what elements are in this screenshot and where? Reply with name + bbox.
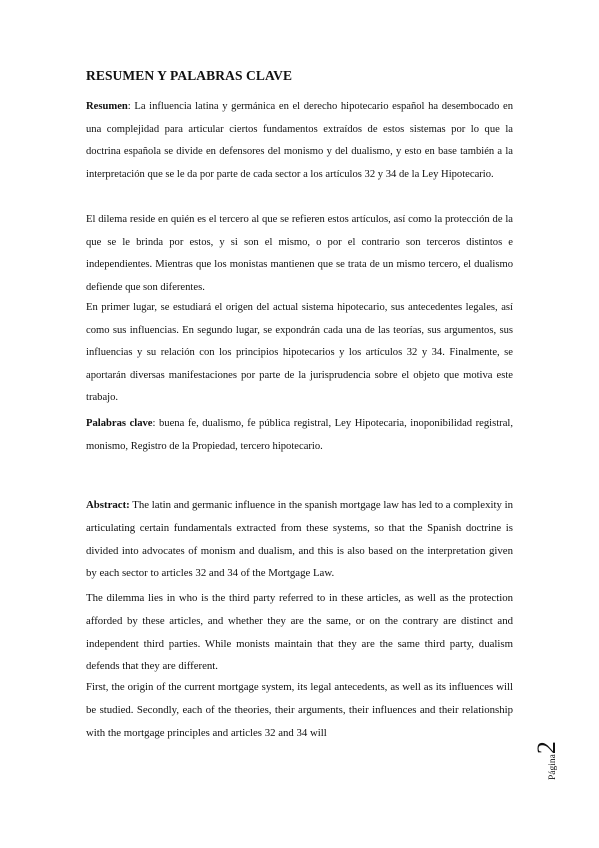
palabras-clave-text: : buena fe, dualismo, fe pública registral, Ley Hipotecaria, inoponibilidad registral, monismo, Registro de la Propiedad, tercero hipotecario. <box>86 418 513 452</box>
section-heading: RESUMEN Y PALABRAS CLAVE <box>86 68 293 83</box>
page-number-value: 2 <box>532 741 561 755</box>
resumen-paragraph <box>86 96 513 186</box>
estructura-paragraph: En primer lugar, se estudiará el origen del actual sistema hipotecario, sus antecedentes legales, así como sus influencias. En segundo lugar, se expondrán cada una de las teorías, sus argumentos, sus influencias y su relación con los principios hipotecarios y los artículos 32 y 34. Finalmente, se aportarán diversas manifestaciones por parte de la jurisprudencia sobre el objeto que motiva este trabajo. <box>86 302 513 404</box>
resumen-text: : La influencia latina y germánica en el derecho hipotecario español ha desembocado en una complejidad para articular ciertos fundamentos extraídos de estos sistemas por lo que la doctrina española se divide en defensores del monismo y del dualismo, y esto en base también a la interpretación que se le da por parte de cada sector a los artículos 32 y 34 de la Ley Hipotecario. <box>86 101 513 180</box>
abstract-text: The latin and germanic influence in the spanish mortgage law has led to a complexity in articulating certain fundamentals extracted from these systems, so that the Spanish doctrine is divided into advocates of monism and dualism, and this is also based on the interpretation given by each sector to articles 32 and 34 of the Mortgage Law. <box>86 499 513 580</box>
palabras-clave-label: Palabras clave <box>86 418 153 429</box>
dilemma-paragraph: The dilemma lies in who is the third party referred to in these articles, as well as the protection afforded by these articles, and whether they are the same, or on the contrary are distinct and independent third parties. While monists maintain that they are the same third party, dualism defends that they are different. <box>86 592 513 673</box>
resumen-label: Resumen <box>86 101 128 112</box>
abstract-paragraph <box>86 494 513 585</box>
page-number <box>534 694 564 780</box>
page-label: Página <box>548 754 558 780</box>
palabras-clave-paragraph <box>86 413 513 458</box>
structure-paragraph: First, the origin of the current mortgage system, its legal antecedents, as well as its influences will be studied. Secondly, each of the theories, their arguments, their influences and their relationship with the mortgage principles and articles 32 and 34 will <box>86 681 513 739</box>
abstract-label: Abstract: <box>86 499 130 511</box>
dilema-paragraph: El dilema reside en quién es el tercero al que se refieren estos artículos, así como la protección de la que se le brinda por estos, y si son el mismo, o por el contrario son terceros distintos e independientes. Mientras que los monistas mantienen que se trata de un mismo tercero, el dualismo defiende que son diferentes. <box>86 214 513 293</box>
